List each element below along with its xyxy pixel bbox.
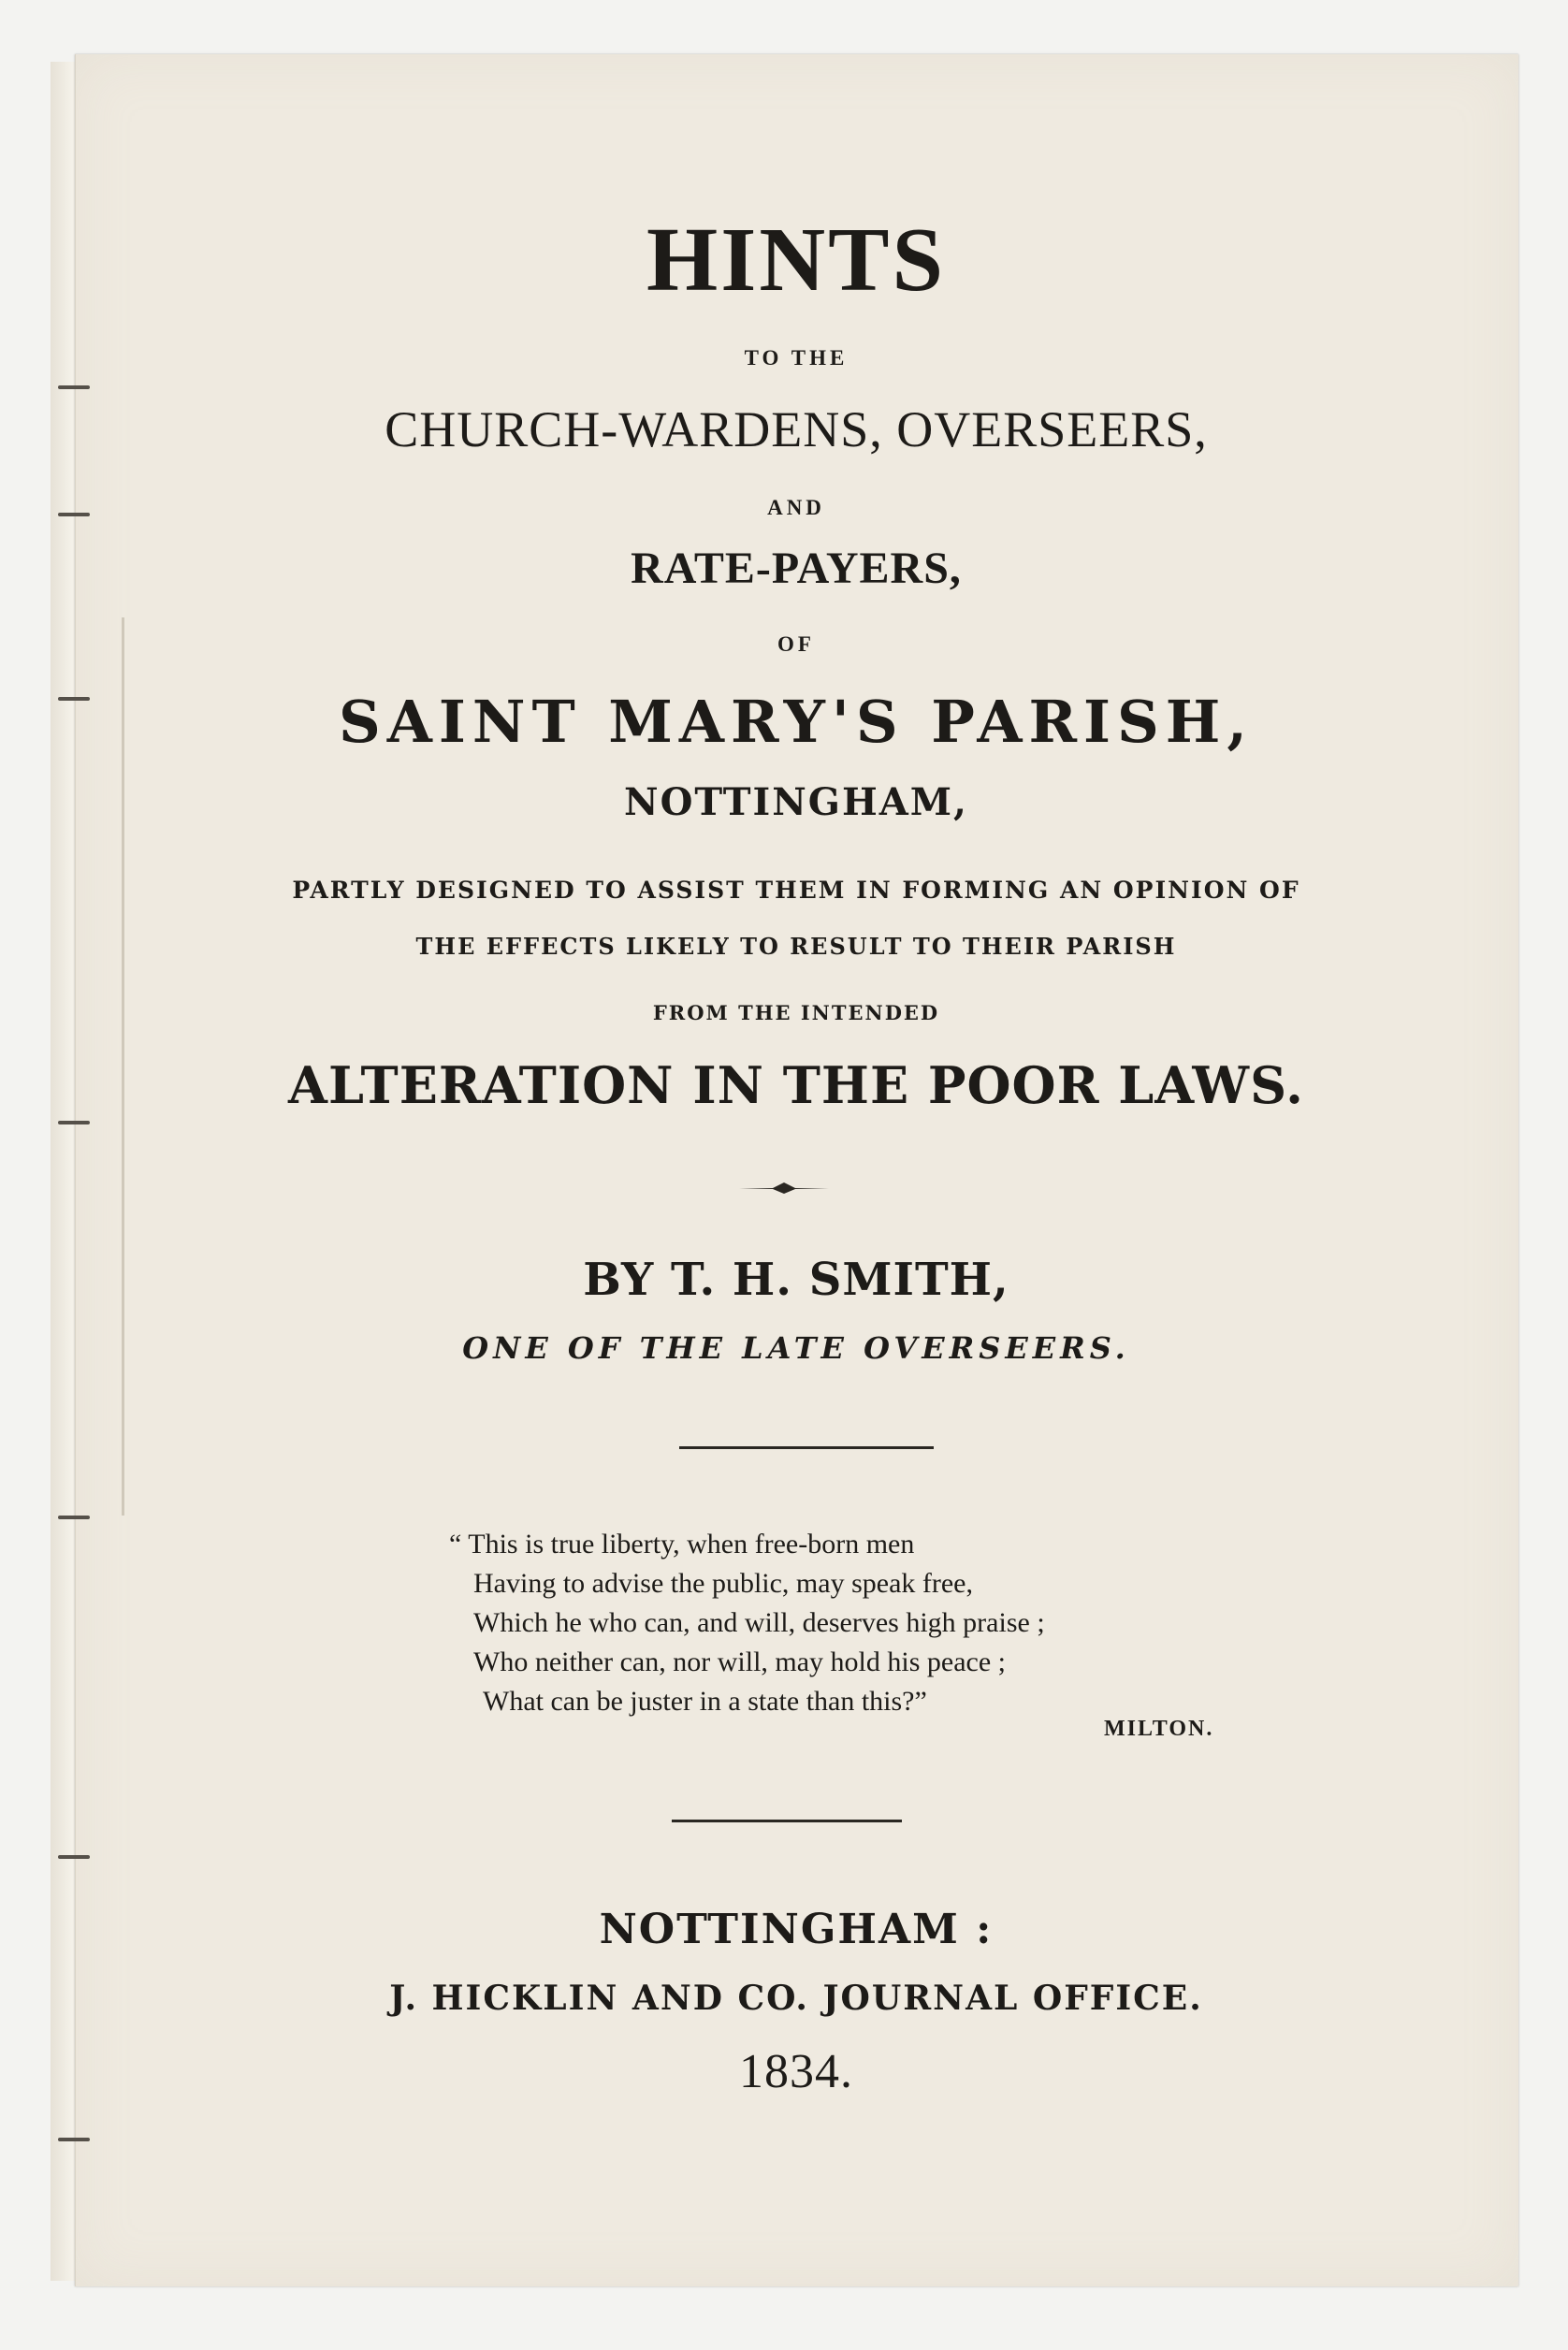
binding-stitch — [58, 1516, 90, 1519]
epigraph-line: Which he who can, and will, deserves high praise ; — [473, 1607, 1045, 1638]
imprint-printer: J. HICKLIN AND CO. JOURNAL OFFICE. — [389, 1979, 1203, 2018]
binding-stitch — [58, 1121, 90, 1124]
parish-name: SAINT MARY'S PARISH, — [339, 688, 1254, 756]
binding-stitch — [58, 385, 90, 389]
town-name: NOTTINGHAM, — [624, 780, 968, 824]
page-title: HINTS — [646, 210, 946, 311]
ornament-divider — [739, 1182, 829, 1195]
divider-rule — [672, 1820, 902, 1822]
addressees-line2: RATE-PAYERS, — [631, 544, 962, 593]
epigraph-line: Who neither can, nor will, may hold his peace ; — [473, 1646, 1006, 1677]
divider-rule — [679, 1446, 934, 1449]
of-label: OF — [777, 632, 815, 656]
subtitle-line2: THE EFFECTS LIKELY TO RESULT TO THEIR PARISH — [415, 933, 1177, 960]
imprint-year: 1834. — [739, 2045, 853, 2098]
epigraph-line: What can be juster in a state than this?” — [483, 1686, 927, 1717]
binding-stitch — [58, 2138, 90, 2141]
epigraph-line: “ This is true liberty, when free-born men — [449, 1529, 915, 1559]
epigraph — [449, 1525, 1254, 1721]
binding-stitch — [58, 1855, 90, 1859]
and-label: AND — [767, 496, 825, 519]
to-the-label: TO THE — [744, 346, 849, 370]
addressees-line1: CHURCH-WARDENS, OVERSEERS, — [385, 401, 1208, 457]
subject-heading: ALTERATION IN THE POOR LAWS. — [288, 1055, 1304, 1115]
epigraph-line: Having to advise the public, may speak free, — [473, 1568, 973, 1599]
subtitle-line3: FROM THE INTENDED — [652, 1001, 940, 1024]
author-role: ONE OF THE LATE OVERSEERS. — [462, 1330, 1130, 1366]
epigraph-attribution: MILTON. — [1104, 1717, 1214, 1741]
author-line: BY T. H. SMITH, — [583, 1254, 1009, 1306]
imprint-place: NOTTINGHAM : — [599, 1906, 994, 1953]
subtitle-line1: PARTLY DESIGNED TO ASSIST THEM IN FORMING AN OPINION OF — [292, 877, 1300, 904]
